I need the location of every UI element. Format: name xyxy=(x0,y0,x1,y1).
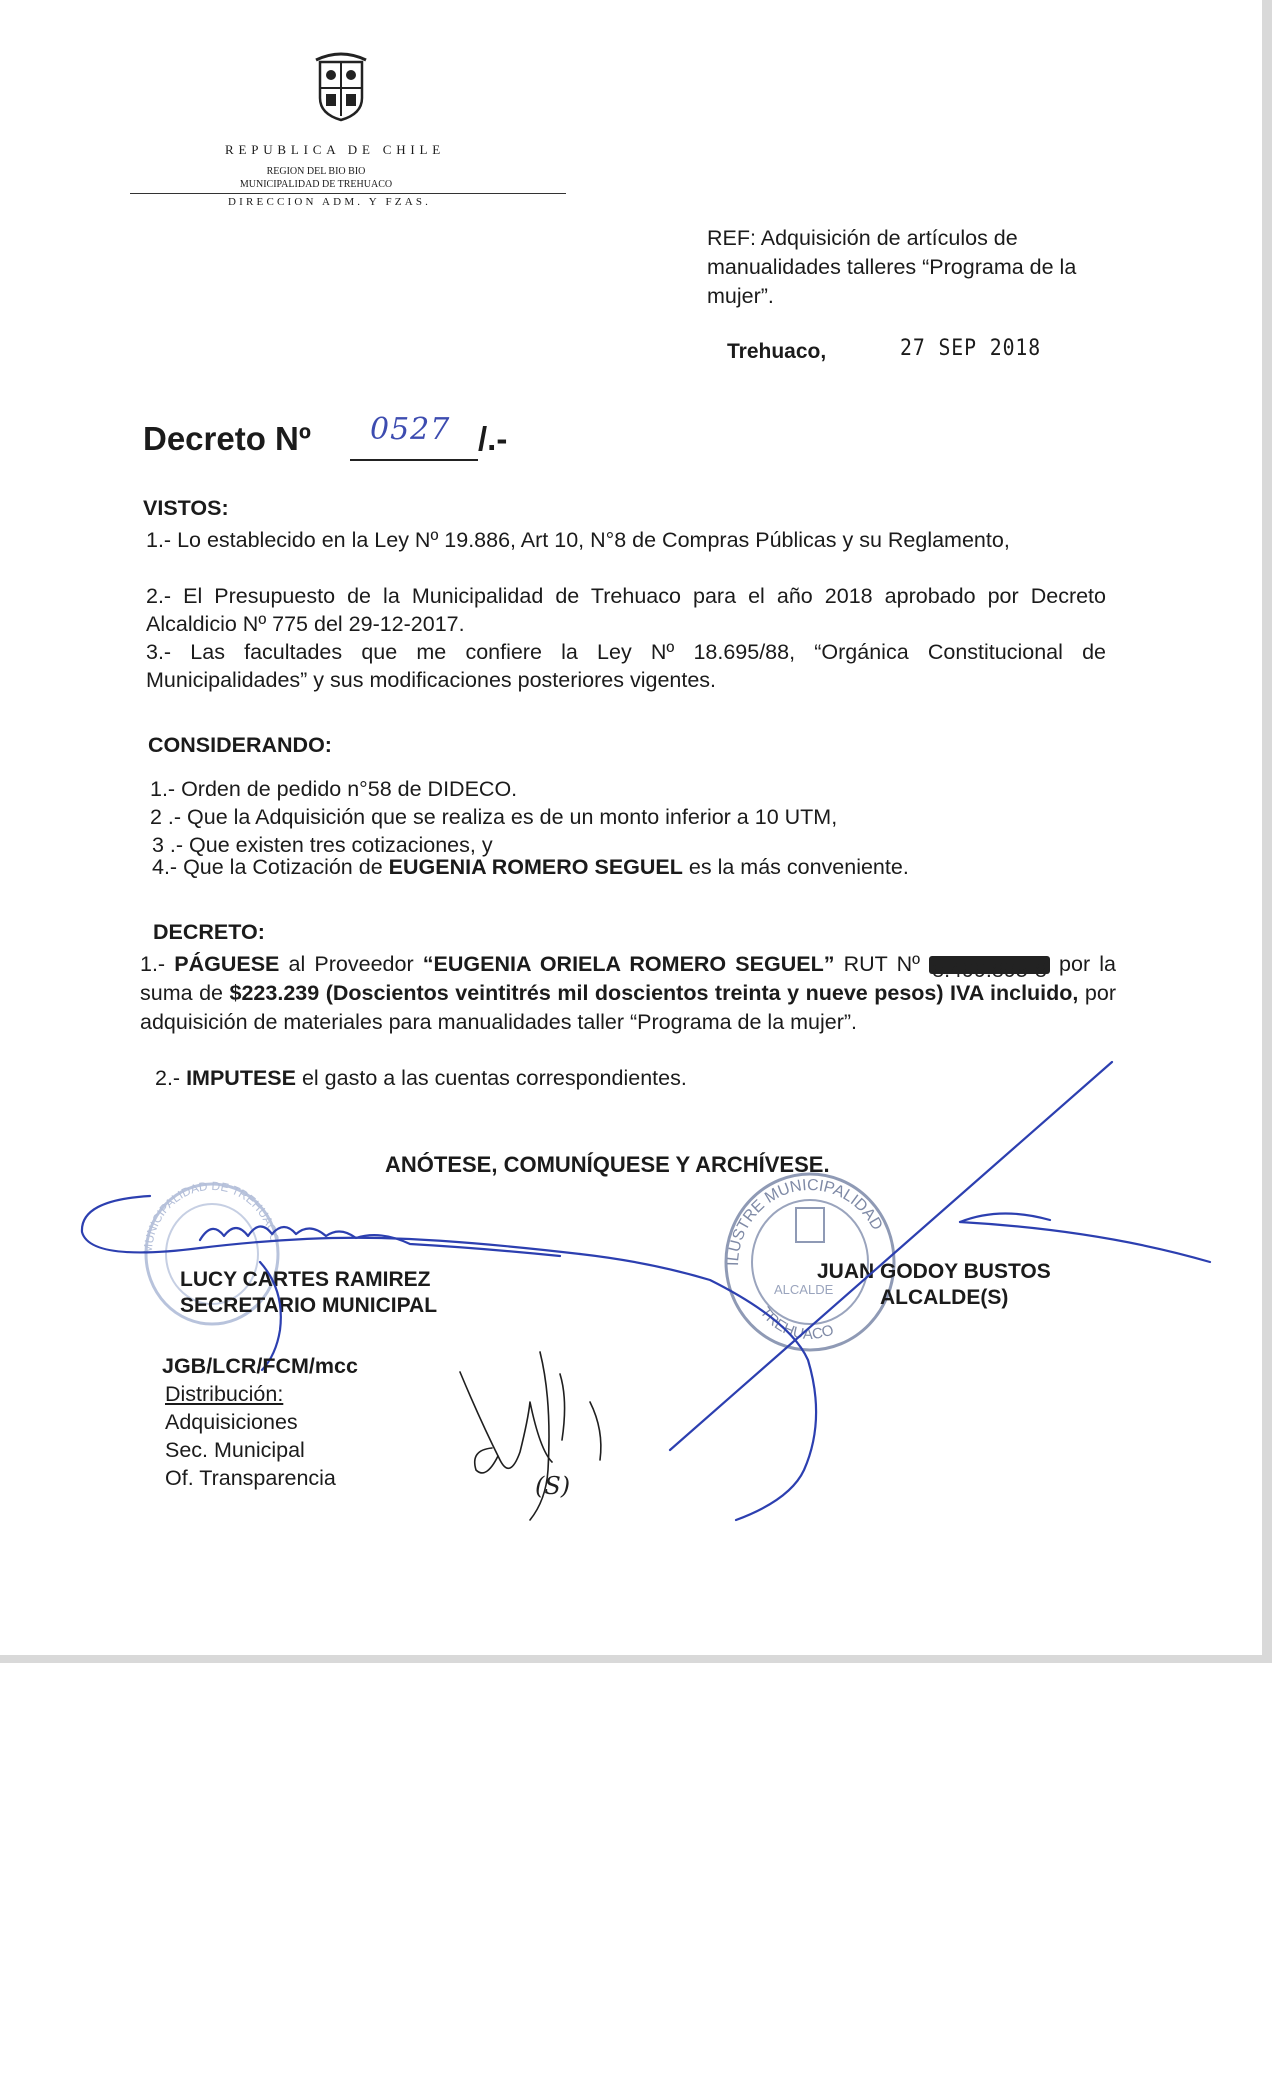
considerando-heading: CONSIDERANDO: xyxy=(148,733,332,757)
right-signatory-title: ALCALDE(S) xyxy=(880,1286,1009,1309)
decreto-item-1 xyxy=(140,950,1116,1037)
decreto-heading: DECRETO: xyxy=(153,920,265,944)
vistos-item-2: 2.- El Presupuesto de la Municipalidad de Trehuaco para el año 2018 aprobado por Decreto Alcaldicio Nº 775 del 29-12-2017. xyxy=(146,584,1106,636)
decree-label: Decreto Nº xyxy=(143,420,311,457)
considerando-item-4-name: EUGENIA ROMERO SEGUEL xyxy=(388,855,683,879)
place: Trehuaco, xyxy=(727,340,827,363)
decreto-item-2-verb: IMPUTESE xyxy=(186,1066,296,1090)
signature-s-mark: (S) xyxy=(535,1472,571,1500)
distribution-label: Distribución: xyxy=(165,1382,284,1406)
distribution-item: Adquisiciones xyxy=(165,1410,298,1434)
vistos-heading: VISTOS: xyxy=(143,496,229,520)
secretary-stamp-text: MUNICIPALIDAD DE TREHUACO xyxy=(140,1178,283,1255)
decreto-item-2-num: 2.- xyxy=(155,1066,181,1090)
mayor-stamp-ring-text: ILUSTRE MUNICIPALIDAD xyxy=(724,1176,886,1267)
svg-text:MUNICIPALIDAD DE TREHUACO xyxy=(141,1179,282,1254)
mayor-stamp-bottom-text: TREHUACO xyxy=(756,1304,836,1343)
municipal-crest-icon xyxy=(312,50,370,122)
considerando-item-1: 1.- Orden de pedido n°58 de DIDECO. xyxy=(150,777,518,801)
decree-number: 0527 xyxy=(370,412,451,447)
right-signatory-name: JUAN GODOY BUSTOS xyxy=(817,1260,1051,1283)
vistos-item-3: 3.- Las facultades que me confiere la Ley Nº 18.695/88, “Orgánica Constitucional de Municipalidades” y sus modificaciones posteriores vigentes. xyxy=(146,640,1106,692)
svg-text:ILUSTRE MUNICIPALIDAD xyxy=(725,1177,886,1266)
considerando-item-4-suffix: es la más conveniente. xyxy=(688,855,909,879)
decreto-item-1-provider: “EUGENIA ORIELA ROMERO SEGUEL” xyxy=(422,952,835,976)
considerando-item-4 xyxy=(152,855,909,880)
left-signatory-title: SECRETARIO MUNICIPAL xyxy=(180,1294,438,1317)
header-region: REGION DEL BIO BIO xyxy=(266,166,366,177)
mayor-stamp-center-text: ALCALDE xyxy=(774,1282,834,1297)
decreto-item-1-rut-label: RUT Nº xyxy=(843,952,920,976)
decreto-item-1-num: 1.- xyxy=(140,952,166,976)
considerando-item-4-prefix: 4.- Que la Cotización de xyxy=(152,855,383,879)
distribution-item: Sec. Municipal xyxy=(165,1438,305,1462)
decreto-item-1-mid: al Proveedor xyxy=(288,952,414,976)
initials-text: JGB/LCR/FCM/mcc xyxy=(162,1354,358,1378)
reference: REF: Adquisición de artículos de manualidades talleres “Programa de la mujer”. xyxy=(707,226,1077,308)
considerando-item-3: 3 .- Que existen tres cotizaciones, y xyxy=(152,833,493,857)
header-divider xyxy=(130,193,566,194)
rut-redacted: 8.499.895-8 xyxy=(929,956,1050,974)
left-signatory-name: LUCY CARTES RAMIREZ xyxy=(180,1268,431,1291)
decreto-item-2 xyxy=(155,1066,687,1091)
header-republic: REPUBLICA DE CHILE xyxy=(225,142,446,157)
initials xyxy=(162,1352,358,1380)
header-department: DIRECCION ADM. Y FZAS. xyxy=(228,196,432,208)
considerando-item-2: 2 .- Que la Adquisición que se realiza es de un monto inferior a 10 UTM, xyxy=(150,805,838,829)
decreto-item-1-rest: por adquisición de materiales para manualidades taller “Programa de la mujer”. xyxy=(140,981,1116,1034)
decreto-item-1-verb: PÁGUESE xyxy=(174,952,280,976)
date-stamp: 27 SEP 2018 xyxy=(900,336,1042,361)
decree-suffix: /.- xyxy=(478,420,508,457)
header-municipality: MUNICIPALIDAD DE TREHUACO xyxy=(239,179,393,190)
decreto-item-1-por: por la suma de xyxy=(140,952,1116,1005)
closing-formula: ANÓTESE, COMUNÍQUESE Y ARCHÍVESE. xyxy=(385,1152,830,1177)
distribution-item: Of. Transparencia xyxy=(165,1466,336,1490)
decreto-item-1-amount: $223.239 (Doscientos veintitrés mil doscientos treinta y nueve pesos) IVA incluido, xyxy=(229,981,1079,1005)
vistos-item-1: 1.- Lo establecido en la Ley Nº 19.886, Art 10, N°8 de Compras Públicas y su Reglamento, xyxy=(146,528,1010,552)
decreto-item-2-rest: el gasto a las cuentas correspondientes. xyxy=(301,1066,687,1090)
